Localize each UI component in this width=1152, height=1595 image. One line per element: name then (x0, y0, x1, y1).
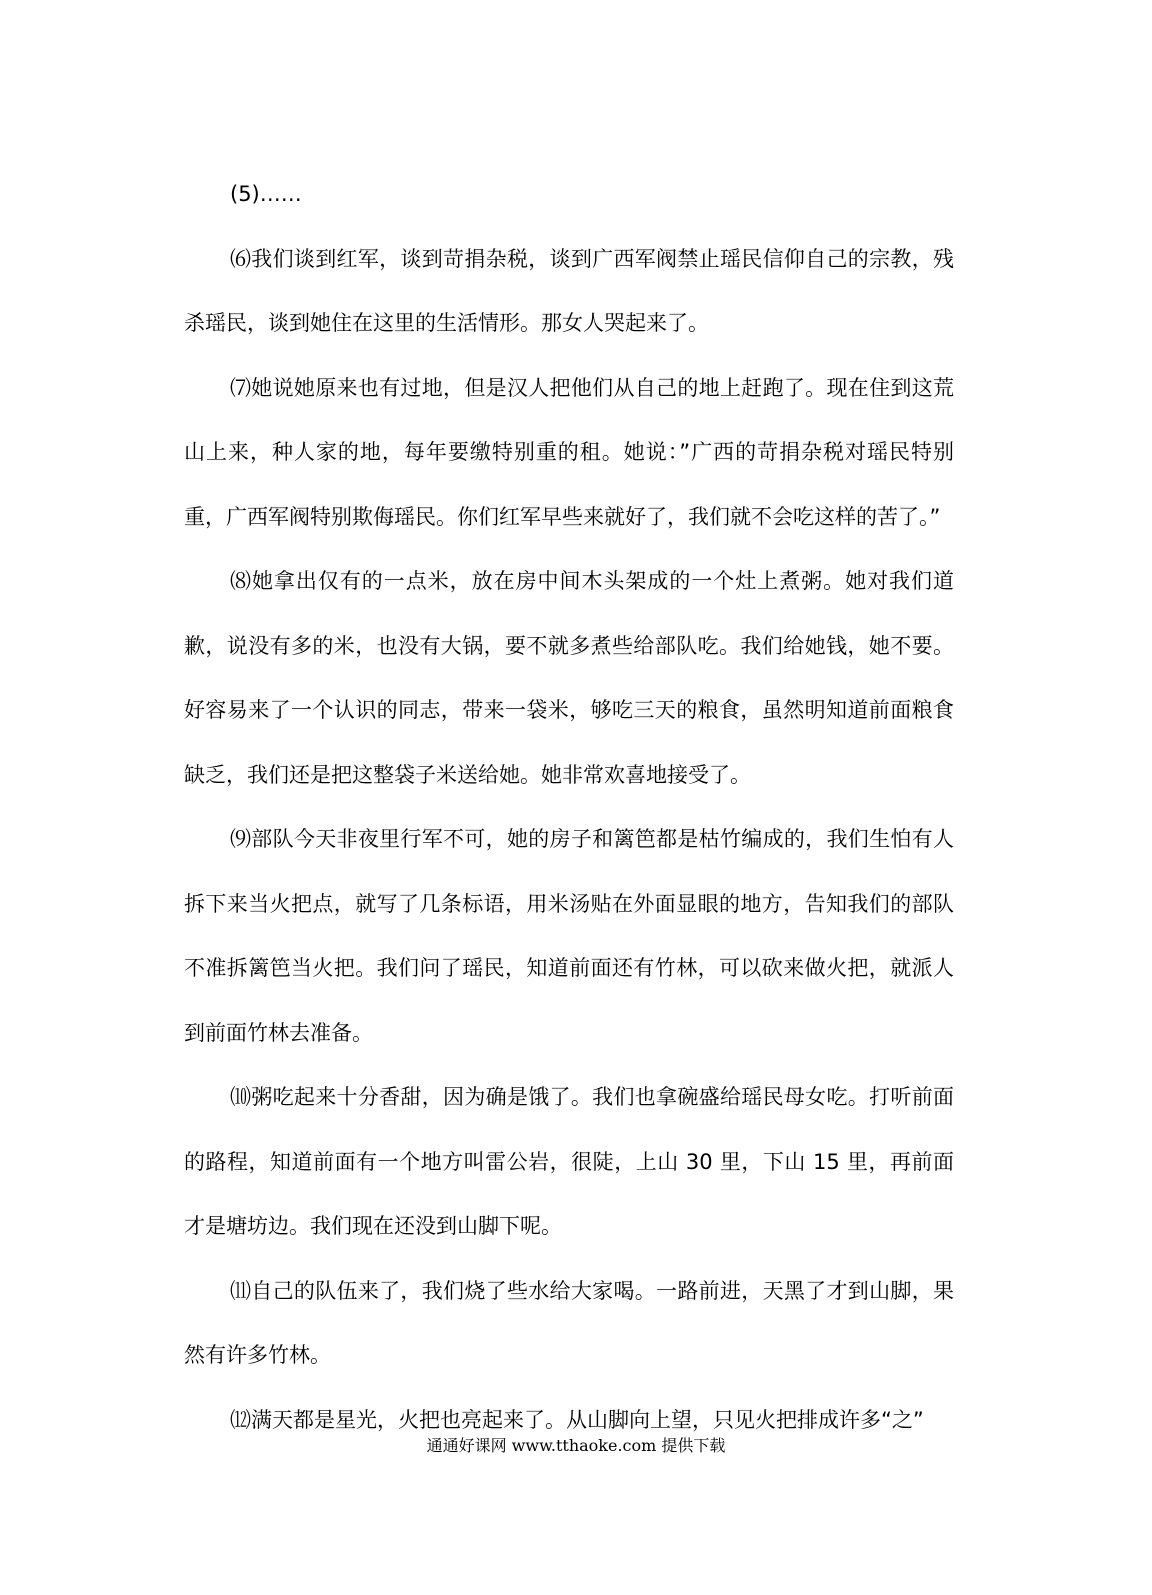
paragraph-11: ⑾自己的队伍来了，我们烧了些水给大家喝。一路前进，天黑了才到山脚，果然有许多竹林。 (184, 1278, 954, 1367)
paragraph-12: ⑿满天都是星光，火把也亮起来了。从山脚向上望，只见火把排成许多“之” (230, 1407, 924, 1432)
paragraph-8: ⑻她拿出仅有的一点米，放在房中间木头架成的一个灶上煮粥。她对我们道歉，说没有多的米，也没有大锅，要不就多煮些给部队吃。我们给她钱，她不要。好容易来了一个认识的同志，带来一袋米，够吃三天的粮食，虽然明知道前面粮食缺乏，我们还是把这整袋子米送给她。她非常欢喜地接受了。 (184, 569, 954, 787)
paragraph-9: ⑼部队今天非夜里行军不可，她的房子和篱笆都是枯竹编成的，我们生怕有人拆下来当火把点，就写了几条标语，用米汤贴在外面显眼的地方，告知我们的部队不准拆篱笆当火把。我们问了瑶民，知道前面还有竹林，可以砍来做火把，就派人到前面竹林去准备。 (184, 827, 954, 1045)
paragraph-7: ⑺她说她原来也有过地，但是汉人把他们从自己的地上赶跑了。现在住到这荒山上来，种人家的地，每年要缴特别重的租。她说：”广西的苛捐杂税对瑶民特别重，广西军阀特别欺侮瑶民。你们红军早些来就好了，我们就不会吃这样的苦了。” (184, 375, 954, 529)
paragraph-6: ⑹我们谈到红军，谈到苛捐杂税，谈到广西军阀禁止瑶民信仰自己的宗教，残杀瑶民，谈到她住在这里的生活情形。那女人哭起来了。 (184, 246, 954, 335)
paragraph-5: (5)…… (230, 182, 302, 206)
page-footer: 通通好课网 www.tthaoke.com 提供下载 (426, 1436, 726, 1455)
body-text (184, 162, 954, 1452)
paragraph-10: ⑽粥吃起来十分香甜，因为确是饿了。我们也拿碗盛给瑶民母女吃。打听前面的路程，知道前面有一个地方叫雷公岩，很陡，上山 30 里，下山 15 里，再前面才是塘坊边。我们现在还没到山脚下呢。 (184, 1085, 954, 1238)
